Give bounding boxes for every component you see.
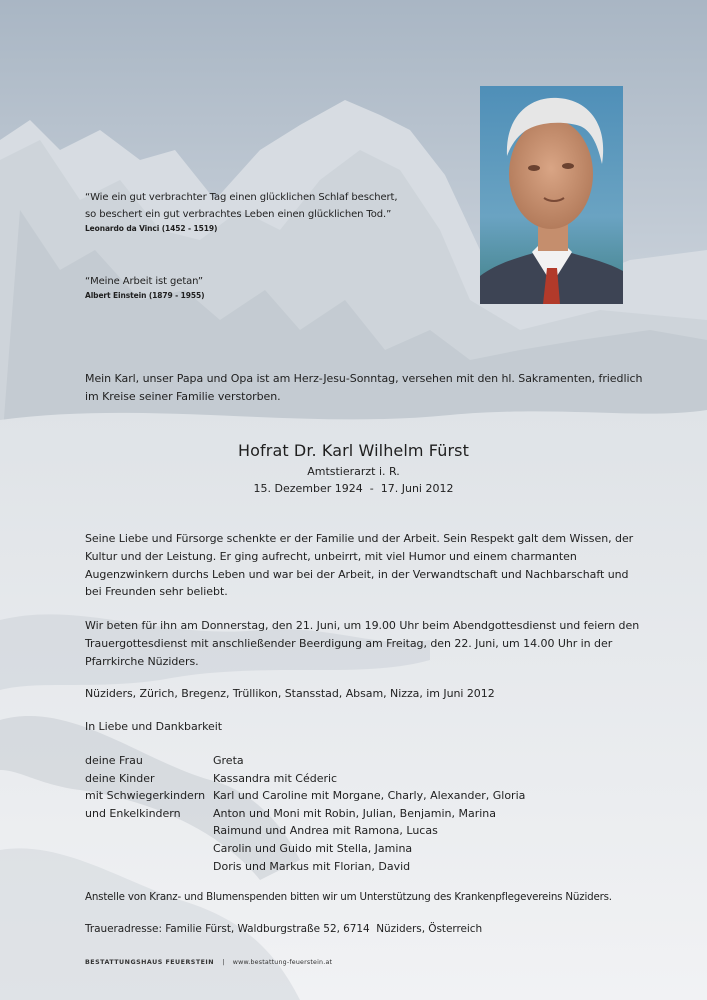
portrait-photo — [480, 86, 623, 304]
family-names: Doris und Markus mit Florian, David — [213, 859, 411, 873]
quote-da-vinci — [85, 189, 397, 235]
family-row — [85, 840, 525, 858]
quote-einstein — [85, 273, 204, 302]
family-relation — [85, 840, 213, 858]
family-row — [85, 805, 525, 823]
family-row — [85, 858, 525, 876]
family-names: Anton und Moni mit Robin, Julian, Benjamin, Marina — [213, 806, 497, 820]
deceased-block — [0, 441, 707, 497]
family-names: Raimund und Andrea mit Ramona, Lucas — [213, 824, 438, 838]
family-relation: deine Frau — [85, 754, 143, 767]
family-row — [85, 787, 525, 805]
family-relation: und Enkelkindern — [85, 806, 181, 820]
footer — [85, 959, 332, 966]
family-row — [85, 822, 525, 840]
death-announcement — [85, 370, 642, 406]
family-names: Carolin und Guido mit Stella, Jamina — [213, 841, 413, 855]
deceased-title: Amtstierarzt i. R. — [307, 465, 400, 478]
footer-separator: | — [222, 959, 225, 966]
tribute-line: Kultur und der Leistung. Er ging aufrecht, unbeirrt, mit viel Humor und einem charmanten — [85, 549, 577, 563]
places-line: Nüziders, Zürich, Bregenz, Trüllikon, Stansstad, Absam, Nizza, im Juni 2012 — [85, 687, 495, 700]
family-relation: deine Kinder — [85, 771, 155, 785]
quote-author: Leonardo da Vinci (1452 - 1519) — [85, 224, 218, 233]
donation-note: Anstelle von Kranz- und Blumenspenden bitten wir um Unterstützung des Krankenpflegevereins Nüziders. — [85, 891, 612, 903]
family-relation: mit Schwiegerkindern — [85, 789, 206, 803]
tribute-line: Augenzwinkern durchs Leben und war bei der Arbeit, in der Verwandtschaft und Nachbarschaft und — [85, 567, 629, 581]
tribute-line: Seine Liebe und Fürsorge schenkte er der Familie und der Arbeit. Sein Respekt galt dem Wissen, der — [85, 532, 634, 545]
deceased-name: Hofrat Dr. Karl Wilhelm Fürst — [238, 441, 469, 460]
service-paragraph — [85, 617, 639, 670]
quote-author: Albert Einstein (1879 - 1955) — [85, 291, 205, 300]
quote-line: so beschert ein gut verbrachtes Leben einen glücklichen Tod.” — [85, 209, 392, 220]
footer-company: BESTATTUNGSHAUS FEUERSTEIN — [85, 959, 215, 966]
family-relation — [85, 858, 213, 876]
quote-line: “Meine Arbeit ist getan” — [85, 276, 203, 287]
family-row — [85, 770, 525, 788]
announcement-line: im Kreise seiner Familie verstorben. — [85, 389, 281, 403]
family-relation — [85, 822, 213, 840]
announcement-line: Mein Karl, unser Papa und Opa ist am Herz-Jesu-Sonntag, versehen mit den hl. Sakramenten, friedlich — [85, 372, 643, 385]
family-row — [85, 752, 525, 770]
deceased-dates: 15. Dezember 1924 - 17. Juni 2012 — [253, 482, 454, 495]
mourning-address: Traueradresse: Familie Fürst, Waldburgstraße 52, 6714 Nüziders, Österreich — [85, 923, 483, 935]
quote-line: “Wie ein gut verbrachter Tag einen glücklichen Schlaf beschert, — [85, 192, 398, 203]
family-list — [85, 752, 525, 875]
tribute-paragraph — [85, 530, 633, 601]
closing-line: In Liebe und Dankbarkeit — [85, 720, 223, 733]
service-line: Pfarrkirche Nüziders. — [85, 654, 199, 668]
family-names: Kassandra mit Céderic — [213, 771, 338, 785]
family-names: Greta — [213, 754, 244, 767]
footer-website[interactable]: www.bestattung-feuerstein.at — [232, 959, 333, 966]
family-names: Karl und Caroline mit Morgane, Charly, Alexander, Gloria — [213, 789, 526, 803]
service-line: Trauergottesdienst mit anschließender Beerdigung am Freitag, den 22. Juni, um 14.00 Uhr in der — [85, 636, 613, 650]
service-line: Wir beten für ihn am Donnerstag, den 21. Juni, um 19.00 Uhr beim Abendgottesdienst und feiern den — [85, 619, 640, 632]
tribute-line: bei Freunden sehr beliebt. — [85, 585, 228, 599]
